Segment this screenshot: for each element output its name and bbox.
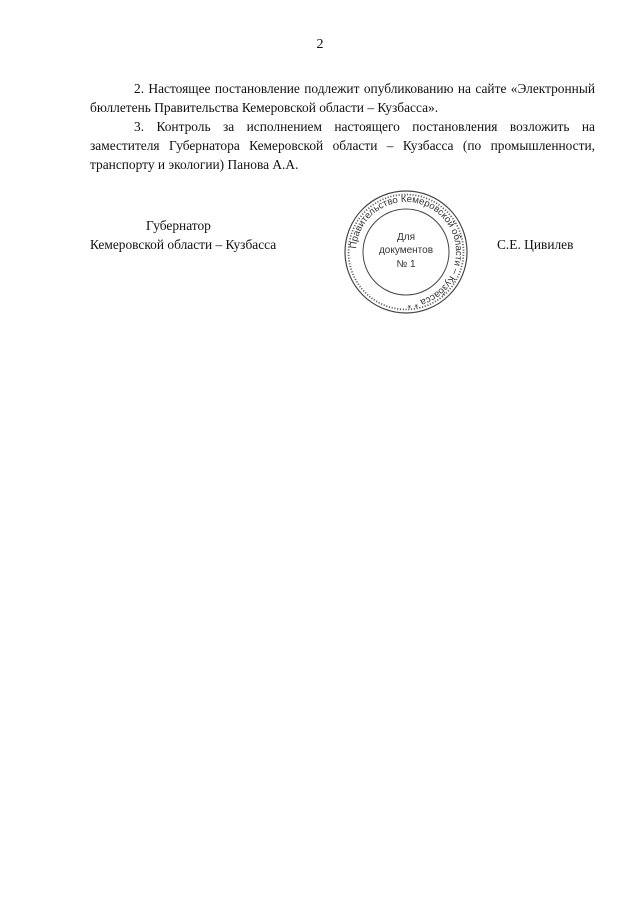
signatory-title-line1: Губернатор — [146, 218, 211, 233]
page-number: 2 — [316, 37, 324, 52]
seal-ring-text: Правительство Кемеровской области – Кузбасса * * — [348, 193, 465, 311]
seal-center-line1: Для — [396, 232, 416, 243]
signatory-title-line2: Кемеровской области – Кузбасса — [90, 237, 277, 252]
seal-center-line2: документов — [378, 245, 434, 256]
signatory-name: С.Е. Цивилев — [497, 237, 574, 252]
document-body — [90, 79, 595, 174]
paragraph-publication: 2. Настоящее постановление подлежит опубликованию на сайте «Электронный бюллетень Правительства Кемеровской области – Кузбасса». — [90, 81, 595, 115]
signatory-title — [90, 216, 320, 254]
seal-graphic — [343, 189, 469, 315]
official-seal-stamp — [343, 189, 469, 315]
paragraph-control: 3. Контроль за исполнением настоящего постановления возложить на заместителя Губернатора Кемеровской области – Кузбасса (по промышленности, транспорту и экологии) Панова А.А. — [90, 119, 595, 172]
seal-center-line3: № 1 — [396, 259, 416, 270]
